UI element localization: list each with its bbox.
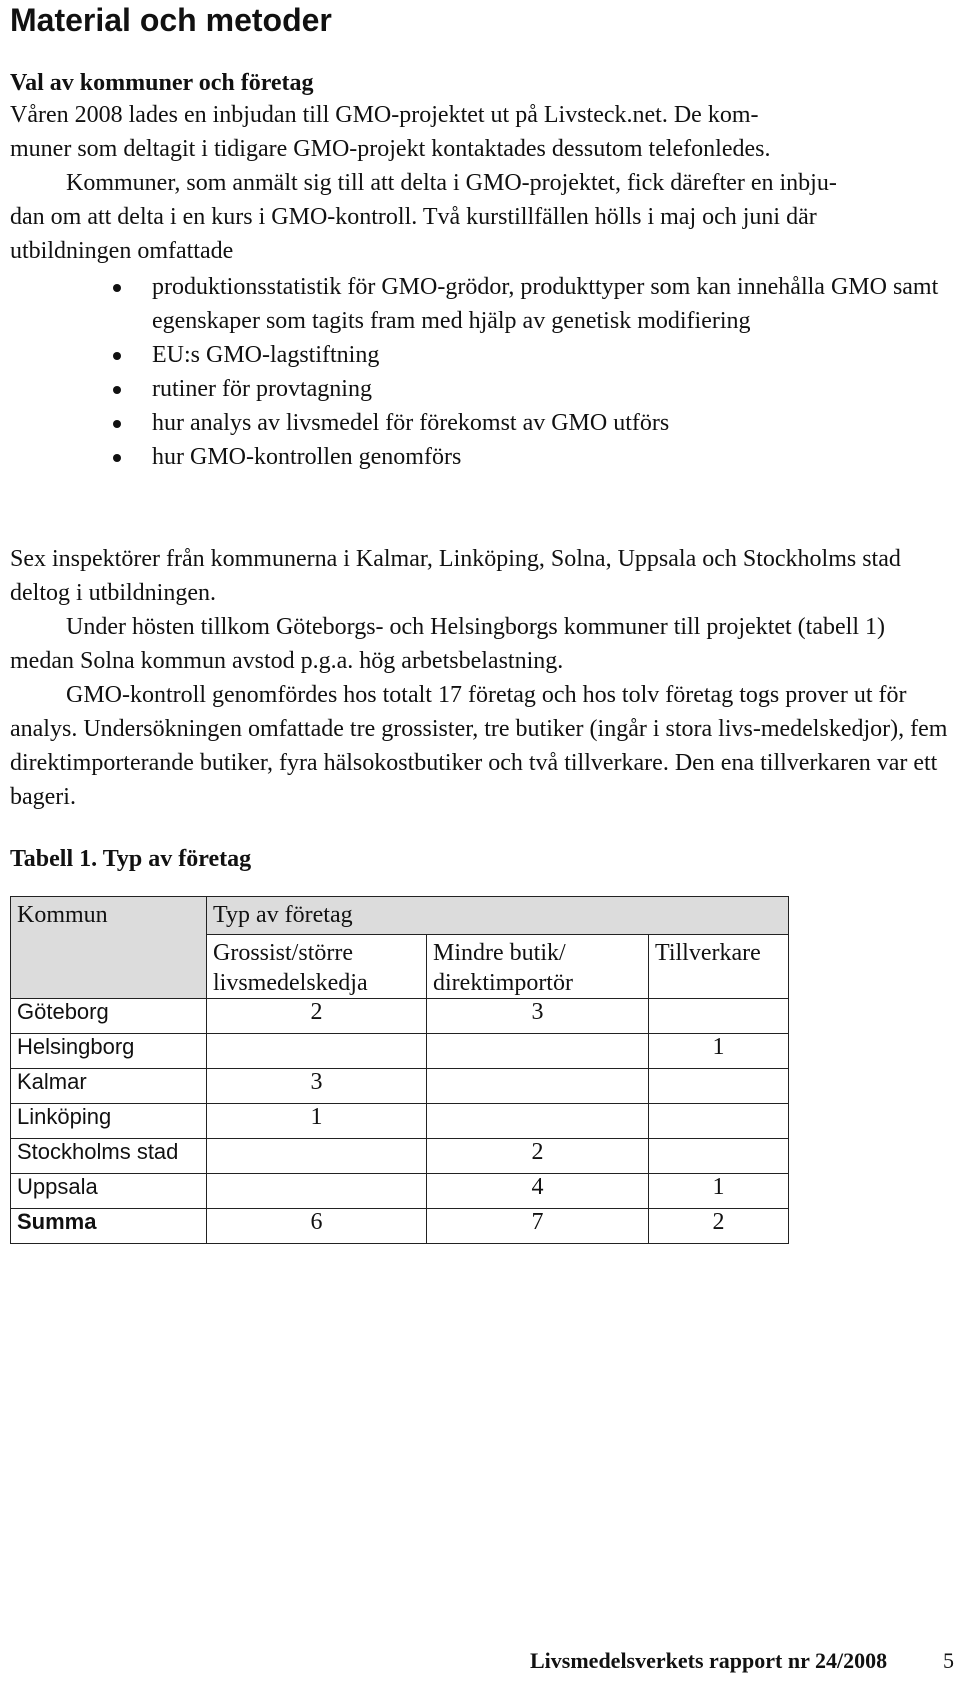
intro-line: muner som deltagit i tidigare GMO-projekt kontaktades dessutom telefonledes. [10,136,771,162]
bullet-icon [113,454,121,462]
table-row: Göteborg 2 3 [11,999,789,1034]
table-row: Uppsala 4 1 [11,1174,789,1209]
subsection-title: Val av kommuner och företag [10,70,314,96]
list-item: hur GMO-kontrollen genomförs [10,440,950,474]
company-type-table [10,896,789,1244]
header-kommun: Kommun [11,897,207,999]
body-paragraphs [10,542,950,814]
list-item: hur analys av livsmedel för förekomst av GMO utförs [10,406,950,440]
table-row: Kalmar 3 [11,1069,789,1104]
paragraph: Under hösten tillkom Göteborgs- och Helsingborgs kommuner till projektet (tabell 1) medan Solna kommun avstod p.g.a. hög arbetsbelastning. [10,614,885,674]
list-item: produktionsstatistik för GMO-grödor, produkttyper som kan innehålla GMO samt egenskaper som tagits fram med hjälp av genetisk modifiering [10,270,950,338]
table-row: Linköping 1 [11,1104,789,1139]
paragraph: GMO-kontroll genomfördes hos totalt 17 företag och hos tolv företag togs prover ut för analys. Undersökningen omfattade tre grossister, tre butiker (ingår i stora livs-medelskedjor), fem direktimporterande butiker, fyra hälsokostbutiker och två tillverkare. Den ena tillverkaren var ett bageri. [10,682,948,810]
intro-line: utbildningen omfattade [10,238,234,264]
page-number: 5 [943,1648,954,1673]
list-item: rutiner för provtagning [10,372,950,406]
header-col1: Grossist/större livsmedelskedja [207,935,427,999]
header-col2: Mindre butik/ direktimportör [427,935,649,999]
table-title: Tabell 1. Typ av företag [10,846,252,872]
bullet-list [10,270,950,474]
bullet-icon [113,386,121,394]
table-row: Helsingborg 1 [11,1034,789,1069]
intro-line: Kommuner, som anmält sig till att delta i GMO-projektet, fick därefter en inbju- [66,170,837,196]
list-item: EU:s GMO-lagstiftning [10,338,950,372]
header-col3: Tillverkare [649,935,789,999]
section-title: Material och metoder [10,2,332,38]
intro-line: dan om att delta i en kurs i GMO-kontroll. Två kurstillfällen hölls i maj och juni där [10,204,817,230]
bullet-icon [113,284,121,292]
header-typ: Typ av företag [207,897,789,935]
bullet-icon [113,352,121,360]
bullet-icon [113,420,121,428]
paragraph: Sex inspektörer från kommunerna i Kalmar, Linköping, Solna, Uppsala och Stockholms stad deltog i utbildningen. [10,546,901,606]
report-footer: Livsmedelsverkets rapport nr 24/2008 [530,1648,888,1673]
intro-paragraph [10,98,950,268]
table-row: Stockholms stad 2 [11,1139,789,1174]
intro-line: Våren 2008 lades en inbjudan till GMO-projektet ut på Livsteck.net. De kom- [10,102,759,128]
table-row-summa: Summa 6 7 2 [11,1209,789,1244]
